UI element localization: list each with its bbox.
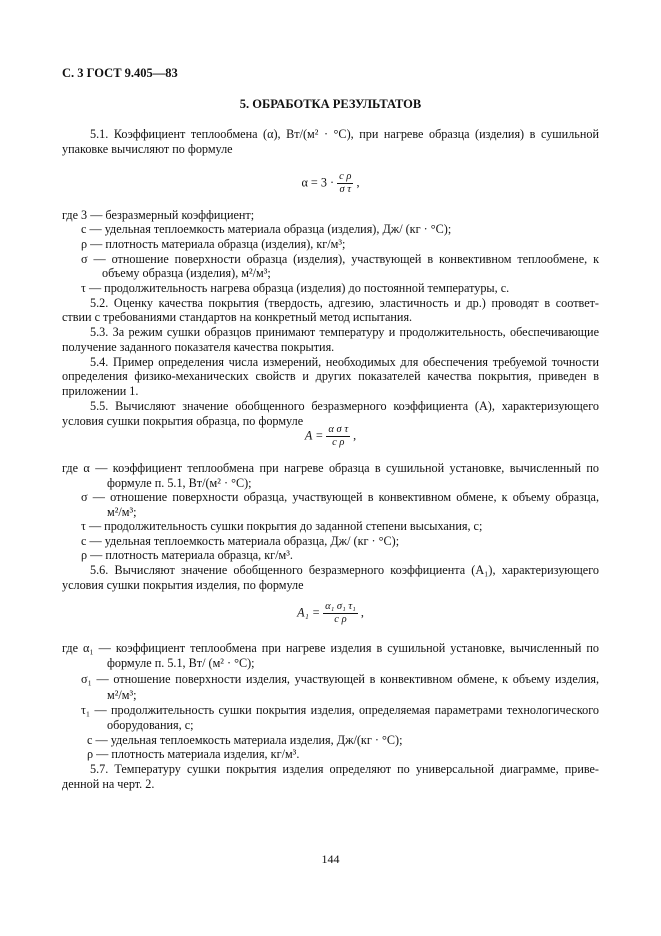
paragraph-line: условия сушки покрытия образца, по формуле [62,414,304,428]
definition-line: где 3 — безразмерный коэффициент; [62,208,255,222]
paragraph-line: получение заданного показателя качества покрытия. [62,340,335,354]
definition-line: σ₁ — отношение поверхности изделия, участвующей в конвективном обмене, к объему изделия, [81,672,599,686]
formula-lhs: A₁ = [297,605,321,620]
definition-line: c — удельная теплоемкость материала образца (изделия), Дж/ (кг · °С); [81,222,452,236]
definition-line: формуле п. 5.1, Вт/(м² · °С); [107,476,252,490]
fraction [323,601,358,626]
paragraph-line: условия сушки покрытия изделия, по формуле [62,578,304,592]
formula-A [0,424,661,449]
definition-line: σ — отношение поверхности образца (изделия), участвующей в конвективном теплообмене, к [81,252,599,266]
paragraph-line: 5.4. Пример определения числа измерений, необходимых для обеспечения требуемой точности [90,355,599,369]
formula-lhs: α = 3 · [301,175,335,190]
formula-A1 [0,601,661,626]
definition-line: τ₁ — продолжительность сушки покрытия изделия, определяемая параметрами технологического [81,703,599,717]
definition-line: м²/м³; [107,505,137,519]
paragraph-line: 5.6. Вычисляют значение обобщенного безразмерного коэффициента (A₁), характеризующего [90,563,599,577]
definition-line: c — удельная теплоемкость материала образца, Дж/ (кг · °С); [81,534,400,548]
definition-line: τ — продолжительность сушки покрытия до заданной степени высыхания, с; [81,519,483,533]
definition-line: ρ — плотность материала образца (изделия), кг/м³; [81,237,346,251]
paragraph-line: упаковке вычисляют по формуле [62,142,233,156]
fraction [337,171,353,196]
formula-lhs: A = [304,428,324,443]
paragraph-line: определения физико-механических свойств и других показателей качества покрытия, приведен в [62,369,599,383]
paragraph-line: 5.2. Оценку качества покрытия (твердость, адгезию, эластичность и др.) проводят в соответ- [90,296,599,310]
paragraph-line: 5.1. Коэффициент теплообмена (α), Вт/(м² · °С), при нагреве образца (изделия) в сушильной [90,127,599,141]
fraction-numerator: α σ τ [328,424,349,435]
formula-tail: , [360,605,364,620]
formula-alpha [0,171,661,196]
definition-line: формуле п. 5.1, Вт/ (м² · °С); [107,656,255,670]
paragraph-line: 5.7. Температуру сушки покрытия изделия определяют по универсальной диаграмме, приве- [90,762,599,776]
definition-line: σ — отношение поверхности образца, участвующей в конвективном обмене, к объему образца, [81,490,599,504]
paragraph-line: приложении 1. [62,384,139,398]
fraction-denominator: c ρ [334,614,347,625]
page-number: 144 [321,852,340,866]
definition-line: c — удельная теплоемкость материала изделия, Дж/(кг · °С); [87,733,403,747]
paragraph-line: 5.5. Вычисляют значение обобщенного безразмерного коэффициента (A), характеризующего [90,399,599,413]
paragraph-line: 5.3. За режим сушки образцов принимают температуру и продолжительность, обеспечивающие [90,325,599,339]
definition-line: ρ — плотность материала образца, кг/м³. [81,548,293,562]
fraction-denominator: σ τ [339,184,352,195]
definition-line: τ — продолжительность нагрева образца (изделия) до постоянной температуры, с. [81,281,510,295]
formula-tail: , [356,175,360,190]
definition-line: где α₁ — коэффициент теплообмена при нагреве изделия в сушильной установке, вычисленный по [62,641,599,655]
paragraph-line: ствии с требованиями стандартов на конкретный метод испытания. [62,310,413,324]
paragraph-line: денной на черт. 2. [62,777,155,791]
page-header: С. 3 ГОСТ 9.405—83 [62,66,178,80]
fraction [326,424,350,449]
fraction-denominator: c ρ [332,437,345,448]
fraction-numerator: α₁ σ₁ τ₁ [325,601,356,612]
definition-line: где α — коэффициент теплообмена при нагреве образца в сушильной установке, вычисленный по [62,461,599,475]
fraction-numerator: c ρ [339,171,352,182]
definition-line: ρ — плотность материала изделия, кг/м³. [87,747,300,761]
section-title: 5. ОБРАБОТКА РЕЗУЛЬТАТОВ [239,97,422,111]
definition-line: м²/м³; [107,688,137,702]
formula-tail: , [353,428,357,443]
definition-line: оборудования, с; [107,718,194,732]
definition-line: объему образца (изделия), м²/м³; [102,266,271,280]
